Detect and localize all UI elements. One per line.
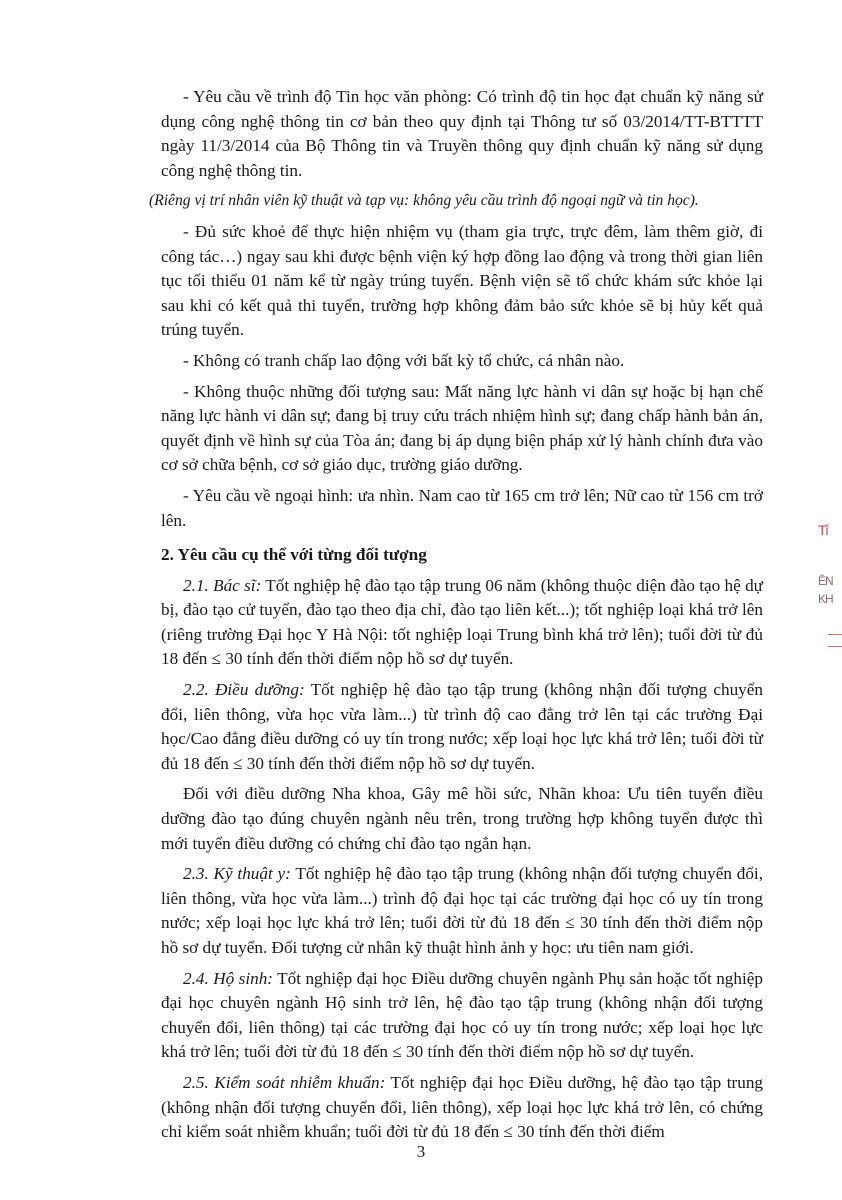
label-nurse: 2.2. Điều dưỡng:	[183, 680, 305, 700]
paragraph-doctor	[161, 574, 763, 672]
label-midwife: 2.4. Hộ sinh:	[183, 968, 274, 988]
paragraph-infection-control	[161, 1071, 763, 1145]
text-midwife: Tốt nghiệp đại học Điều dưỡng chuyên ngành Phụ sản hoặc tốt nghiệp đại học chuyên ngành Hộ sinh trở lên, hệ đào tạo tập trung (không nhận đối tượng chuyển đổi, liên thông) tại các trường đại học có uy tín trong nước; xếp loại học lực khá trở lên; tuổi đời từ đủ 18 đến ≤ 30 tính đến thời điểm nộp hồ sơ dự tuyển.	[161, 968, 763, 1062]
page-number: 3	[416, 1142, 426, 1161]
paragraph-appearance: - Yêu cầu về ngoại hình: ưa nhìn. Nam cao từ 165 cm trở lên; Nữ cao từ 156 cm trở lên.	[161, 485, 763, 530]
margin-stamp-fragment: KH	[818, 592, 833, 606]
section-heading: 2. Yêu cầu cụ thể với từng đối tượng	[161, 545, 427, 565]
paragraph-nurse	[161, 678, 763, 776]
paragraph-midwife	[161, 967, 763, 1065]
paragraph-labor-dispute: - Không có tranh chấp lao động với bất kỳ tổ chức, cá nhân nào.	[183, 350, 625, 370]
paragraph-nurse-specialty: Đối với điều dưỡng Nha khoa, Gây mê hồi sức, Nhãn khoa: Ưu tiên tuyển điều dưỡng đào tạo đúng chuyên ngành nêu trên, trong trường hợp không tuyển được thì mới tuyển điều dưỡng có chứng chỉ đào tạo ngắn hạn.	[161, 784, 763, 853]
paragraph-medical-technician	[161, 862, 763, 960]
margin-stamp-fragment: Tỉ	[818, 522, 828, 538]
document-body	[149, 85, 764, 1151]
text-nurse: Tốt nghiệp hệ đào tạo tập trung (không nhận đối tượng chuyển đổi, liên thông, vừa học vừa làm...) từ trình độ cao đẳng trở lên tại các trường Đại học/Cao đẳng điều dưỡng có uy tín trong nước; xếp loại học lực khá trở lên; tuổi đời từ đủ 18 đến ≤ 30 tính đến thời điểm nộp hồ sơ dự tuyển.	[161, 680, 763, 773]
paragraph-excluded-subjects: - Không thuộc những đối tượng sau: Mất năng lực hành vi dân sự hoặc bị hạn chế năng lực hành vi dân sự; đang bị truy cứu trách nhiệm hình sự; đang chấp hành bản án, quyết định về hình sự của Tòa án; đang bị áp dụng biện pháp xử lý hành chính đưa vào cơ sở chữa bệnh, cơ sở giáo dục, trường giáo dưỡng.	[161, 381, 763, 475]
text-medical-technician: Tốt nghiệp hệ đào tạo tập trung (không nhận đối tượng chuyển đổi, liên thông, vừa học vừa làm...) trình độ đại học tại các trường đại học có uy tín trong nước; xếp loại học lực khá trở lên; tuổi đời từ đủ 18 đến ≤ 30 tính đến thời điểm nộp hồ sơ dự tuyển. Đối tượng cử nhân kỹ thuật hình ảnh y học: ưu tiên nam giới.	[161, 864, 763, 957]
label-medical-technician: 2.3. Kỹ thuật y:	[183, 864, 291, 884]
margin-stamp-line	[828, 646, 842, 647]
text-doctor: Tốt nghiệp hệ đào tạo tập trung 06 năm (không thuộc diện đào tạo hệ dự bị, đào tạo cử tuyển, đào tạo theo địa chỉ, đào tạo liên kết...); tốt nghiệp loại khá trở lên (riêng trường Đại học Y Hà Nội: tốt nghiệp loại Trung bình khá trở lên); tuổi đời từ đủ 18 đến ≤ 30 tính đến thời điểm nộp hồ sơ dự tuyển.	[161, 575, 763, 669]
label-infection-control: 2.5. Kiểm soát nhiễm khuẩn:	[183, 1072, 386, 1092]
paragraph-it-requirement: - Yêu cầu về trình độ Tin học văn phòng: Có trình độ tin học đạt chuẩn kỹ năng sử dụng công nghệ thông tin cơ bản theo quy định tại Thông tư số 03/2014/TT-BTTTT ngày 11/3/2014 của Bộ Thông tin và Truyền thông quy định chuẩn kỹ năng sử dụng công nghệ thông tin.	[161, 87, 763, 180]
text-infection-control: Tốt nghiệp đại học Điều dưỡng, hệ đào tạo tập trung (không nhận đối tượng chuyển đổi, liên thông), xếp loại học lực khá trở lên, có chứng chỉ kiểm soát nhiễm khuẩn; tuổi đời từ đủ 18 đến ≤ 30 tính đến thời điểm	[161, 1072, 764, 1142]
margin-stamp-fragment: ÊN	[818, 574, 833, 588]
paragraph-health-requirement: - Đủ sức khoẻ để thực hiện nhiệm vụ (tham gia trực, trực đêm, làm thêm giờ, đi công tác…) ngay sau khi được bệnh viện ký hợp đồng lao động và trong thời gian liên tục tối thiểu 01 năm kể từ ngày trúng tuyển. Bệnh viện sẽ tổ chức khám sức khỏe lại sau khi có kết quả thi tuyển, trường hợp không đảm bảo sức khỏe sẽ bị hủy kết quả trúng tuyển.	[161, 221, 763, 340]
margin-stamp-line	[828, 634, 842, 635]
label-doctor: 2.1. Bác sĩ:	[183, 575, 262, 595]
note-exemption: (Riêng vị trí nhân viên kỹ thuật và tạp vụ: không yêu cầu trình độ ngoại ngữ và tin học).	[149, 192, 699, 210]
